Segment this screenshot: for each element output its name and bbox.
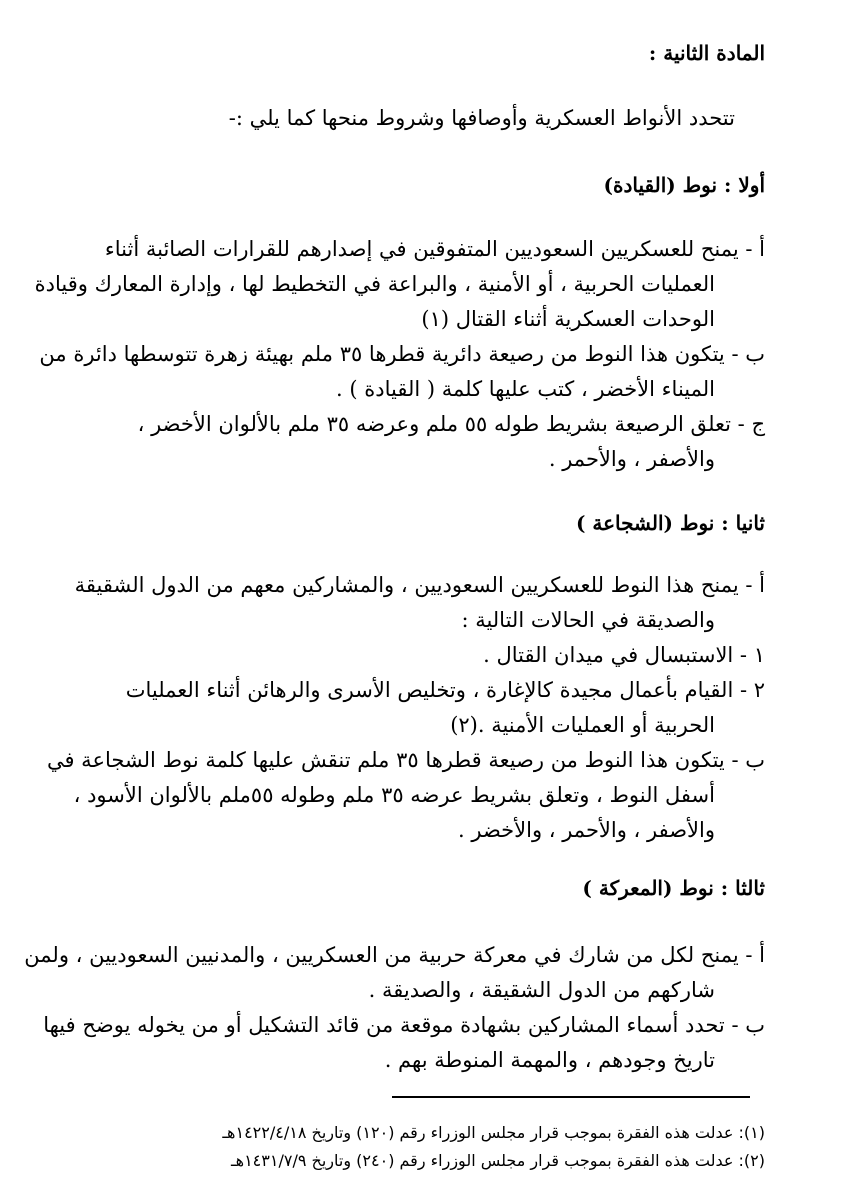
text-line: ج - تعلق الرصيعة بشريط طوله ٥٥ ملم وعرضه ٣٥ ملم بالألوان الأخضر ، — [137, 412, 765, 436]
text-line: ٢ - القيام بأعمال مجيدة كالإغارة ، وتخليص الأسرى والرهائن أثناء العمليات — [125, 678, 765, 702]
text-line: تاريخ وجودهم ، والمهمة المنوطة بهم . — [384, 1048, 715, 1072]
text-line: أ - يمنح هذا النوط للعسكريين السعوديين ، والمشاركين معهم من الدول الشقيقة — [74, 573, 765, 597]
text-line: شاركهم من الدول الشقيقة ، والصديقة . — [368, 978, 715, 1002]
section-heading-battle: ثالثا : نوط (المعركة ) — [582, 876, 765, 900]
text-line: والأصفر ، والأحمر ، والأخضر . — [458, 818, 715, 842]
text-line: ب - تحدد أسماء المشاركين بشهادة موقعة من قائد التشكيل أو من يخوله يوضح فيها — [43, 1013, 765, 1037]
section-heading-courage: ثانيا : نوط (الشجاعة ) — [575, 511, 765, 535]
footnote-separator — [392, 1096, 750, 1098]
footnote-1: (١): عدلت هذه الفقرة بموجب قرار مجلس الوزراء رقم (١٢٠) وتاريخ ١٤٢٢/٤/١٨هـ — [222, 1123, 765, 1142]
text-line: ١ - الاستبسال في ميدان القتال . — [483, 643, 765, 667]
text-line: أ - يمنح لكل من شارك في معركة حربية من العسكريين ، والمدنيين السعوديين ، ولمن — [24, 943, 765, 967]
text-line: ب - يتكون هذا النوط من رصيعة قطرها ٣٥ ملم تنقش عليها كلمة نوط الشجاعة في — [46, 748, 765, 772]
section-heading-leadership: أولا : نوط (القيادة) — [603, 173, 765, 197]
article-title: المادة الثانية : — [648, 41, 765, 65]
text-line: ب - يتكون هذا النوط من رصيعة دائرية قطرها ٣٥ ملم بهيئة زهرة تتوسطها دائرة من — [39, 342, 765, 366]
intro-paragraph: تتحدد الأنواط العسكرية وأوصافها وشروط منحها كما يلي :- — [228, 106, 735, 130]
footnote-2: (٢): عدلت هذه الفقرة بموجب قرار مجلس الوزراء رقم (٢٤٠) وتاريخ ١٤٣١/٧/٩هـ — [230, 1151, 765, 1170]
text-line: أ - يمنح للعسكريين السعوديين المتفوقين في إصدارهم للقرارات الصائبة أثناء — [104, 237, 765, 261]
text-line: الميناء الأخضر ، كتب عليها كلمة ( القيادة ) . — [336, 377, 715, 401]
text-line: الحربية أو العمليات الأمنية .(٢) — [450, 713, 715, 737]
text-line: والصديقة في الحالات التالية : — [461, 608, 715, 632]
text-line: الوحدات العسكرية أثناء القتال (١) — [421, 307, 715, 331]
text-line: والأصفر ، والأحمر . — [548, 447, 715, 471]
text-line: أسفل النوط ، وتعلق بشريط عرضه ٣٥ ملم وطوله ٥٥ملم بالألوان الأسود ، — [73, 783, 715, 807]
text-line: العمليات الحربية ، أو الأمنية ، والبراعة في التخطيط لها ، وإدارة المعارك وقيادة — [34, 272, 715, 296]
